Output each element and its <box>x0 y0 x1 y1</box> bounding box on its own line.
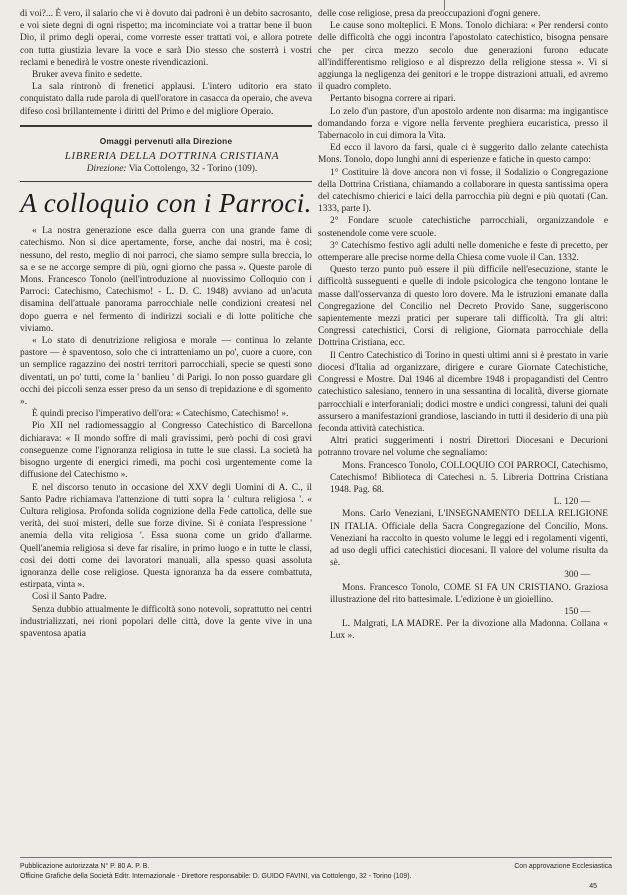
direzione-line <box>20 163 312 175</box>
article-paragraph: Senza dubbio attualmente le difficoltà sono notevoli, soprattutto nei centri industrializzati, nei rioni popolari delle città, dove la gente vive in una spaventosa apatia <box>20 604 312 639</box>
omaggi-heading: Omaggi pervenuti alla Direzione <box>99 135 233 146</box>
book-listing <box>318 508 608 581</box>
article-paragraph: Le cause sono molteplici. E Mons. Tonolo dichiara: « Per rendersi conto delle difficoltà che oggi incontra l'apostolato catechistico, bisogna pensare che per circa mezzo secolo due generazioni furono educate all'indifferentismo religioso e al disprezzo della religione stessa ». Vi si aggiunga la negligenza dei genitori e le troppe distrazioni attuali, ed avremo il quadro completo. <box>318 21 608 93</box>
article-paragraph: Ed ecco il lavoro da farsi, quale ci è suggerito dallo zelante catechista Mons. Tonolo, dopo lunghi anni di esperienze e fatiche in questo campo: <box>318 143 608 166</box>
book-text: Mons. Francesco Tonolo, COLLOQUIO COI PARROCI, Catechismo, Catechismo! Biblioteca di Catechesi n. 5. Libreria Dottrina Cristiana 1948. Pag. 68. <box>330 460 608 495</box>
book-listing <box>318 582 608 619</box>
book-price: 300 — <box>564 570 590 581</box>
printer-credit: Officine Grafiche della Società Editr. Internazionale - Direttore responsabile: D. GUIDO FAVINI, via Cottolengo, 32 - Torino (109). <box>20 873 412 880</box>
article-paragraph: Il Centro Catechistico di Torino in questi ultimi anni si è prestato in varie diocesi d'Italia ad organizzare, dirigere e curare Giornate Catechistiche, Congressi e Mostre. Dal 1946 al dicembre 1948 i propagandisti del Centro catechistico salesiano, tennero in una sessantina di località, diverse giornate parrocchiali e interforaniali; dodici mostre e undici congressi, taluni dei quali assursero a manifestazioni grandiose, lasciando in tutti il desiderio di una più feconda attività catechistica. <box>318 350 608 434</box>
article-paragraph: 1° Costituire là dove ancora non vi fosse, il Sodalizio o Congregazione della Dottrina Cristiana, chiamando a collaborare in questa santissima opera del catechismo chierici e laici della parrocchia più degni e più quotati (Can. 1333, parte I). <box>318 167 608 215</box>
article-paragraph: « Lo stato di denutrizione religiosa e morale — continua lo zelante pastore — è spaventoso, solo che ci intratteniamo un po', cuore a cuore, con un semplice ragazzino dei nostri territori parrocchiali, specie se questi sono diventati, un po' tutti, come la ' banlieu ' di Parigi. Io non posso guardare gli occhi dei piccoli senza esser preso da un senso di trepidazione e di sgomento ». <box>20 336 312 408</box>
right-column <box>318 8 608 643</box>
article-paragraph: 3° Catechismo festivo agli adulti nelle domeniche e feste di precetto, per ottemperare alle precise norme della Chiesa come vuole il Can. 1332. <box>318 240 608 264</box>
article-heading: A colloquio con i Parroci. <box>20 188 312 219</box>
publication-authorization: Pubblicazione autorizzata N° P. 80 A. P. B. <box>20 863 150 870</box>
article-paragraph: Così il Santo Padre. <box>32 592 107 603</box>
book-text: L. Malgrati, LA MADRE. Per la divozione alla Madonna. Collana « Lux ». <box>330 619 608 642</box>
left-column <box>20 8 312 640</box>
top-paragraph: di voi?... È vero, il salario che vi è dovuto dai padroni è un debito sacrosanto, e voi siete degni di ogni rispetto; ma incominciate voi a trattar bene il buon Dio, il primo degli operai, come vorreste esser trattati voi, e allora potrete con tutta giustizia levare la voce e sarà Dio stesso che sosterrà i vostri reclami e benedirà le vostre oneste rivendicazioni. <box>20 9 312 68</box>
article-paragraph: Lo zelo d'un pastore, d'un apostolo ardente non disarma: ma ingigantisce domandando forza e vigore nella fervente preghiera eucaristica, presso il Tabernacolo in cui dimora la Vita. <box>318 106 608 142</box>
libreria-title: LIBRERIA DELLA DOTTRINA CRISTIANA <box>64 150 280 163</box>
top-paragraph: La sala rintronò di frenetici applausi. L'intero uditorio era stato conquistato dalla rude parola di quell'oratore in casacca da operaio, che aveva difeso così brillantemente i diritti del Primo e del migliore Operaio. <box>20 82 312 117</box>
book-listing <box>318 460 608 509</box>
book-price: 150 — <box>564 606 590 617</box>
book-listing <box>318 618 608 642</box>
ecclesiastical-approval: Con approvazione Ecclesiastica <box>514 863 612 870</box>
section-divider <box>20 181 312 182</box>
article-paragraph: Pio XII nel radiomessaggio al Congresso Catechistico di Barcellona dichiarava: « Il mondo soffre di mali gravissimi, però pochi di così gravi conseguenze come l'ignoranza religiosa in tutte le sue classi. La società ha bisogno urgente di energici rimedi, ma pochi così urgentemente come la diffusione del Catechismo ». <box>20 421 312 481</box>
article-paragraph: È quindi preciso l'imperativo dell'ora: « Catechismo, Catechismo! ». <box>32 409 289 420</box>
article-paragraph: Pertanto bisogna correre ai ripari. <box>330 94 456 105</box>
article-paragraph: 2° Fondare scuole catechistiche parrocchiali, organizzandole e sostenendole come vere scuole. <box>318 216 608 239</box>
book-text: Mons. Francesco Tonolo, COME SI FA UN CRISTIANO. Graziosa illustrazione del rito battesimale. L'edizione è un gioiellino. <box>330 582 608 605</box>
section-divider <box>20 125 312 127</box>
book-text: Mons. Carlo Veneziani, L'INSEGNAMENTO DELLA RELIGIONE IN ITALIA. Officiale della Sacra Congregazione del Concilio, Mons. Veneziani ha raccolto in questo volume le leggi ed i regolamenti vigenti, ad uso degli uffici catechistici diocesani. Il valore del volume risulta da sè. <box>330 509 608 569</box>
book-price: L. 120 — <box>553 497 590 508</box>
article-paragraph: Questo terzo punto può essere il più difficile nell'esecuzione, stante le difficoltà susseguenti e quelle di indole psicologica che tengono lontane le masse dall'osservanza di questo loro dovere. Ma le istruzioni emanate dalla Congregazione del Concilio nel Decreto Provido Sane, suggeriscono sapientemente mezzi pratici per superare tali difficoltà. Tra gli altri: Congressi catechistici, Corsi di religione, Giornata parrocchiale della Dottrina Cristiana, ecc. <box>318 265 608 349</box>
article-paragraph: delle cose religiose, presa da preoccupazioni d'ogni genere. <box>318 9 541 19</box>
direzione-label: Direzione: <box>86 164 127 175</box>
article-paragraph: Altri pratici suggerimenti i nostri Direttori Diocesani e Decurioni potranno trovare nel volume che segnaliamo: <box>318 436 608 459</box>
direzione-address: Via Cottolengo, 32 - Torino (109). <box>128 164 258 175</box>
footer-line <box>20 862 612 871</box>
page-number: 45 <box>589 883 597 890</box>
top-paragraph: Bruker aveva finito e sedette. <box>32 70 143 81</box>
article-paragraph: E nel discorso tenuto in occasione del XXV degli Uomini di A. C., il Santo Padre richiamava l'attenzione di tutti sopra la ' cultura religiosa '. « Cultura religiosa. Profonda solida cognizione della Fede cattolica, delle sue verità, dei suoi misteri, delle sue forze divine. Si è coniata l'espressione ' anemia della vita religiosa '. Essa suona come un grido d'allarme. Quell'anemia religiosa si deve far risalire, in primo luogo e in tutte le classi, così dei dotti come dei lavoratori manuali, alla spesso quasi assoluta ignoranza delle cose religiose. Questa ignoranza ha da essere combattuta, estirpata, vinta ». <box>20 482 312 591</box>
article-paragraph: « La nostra generazione esce dalla guerra con una grande fame di catechismo. Non si dice apertamente, forse, anche dai nostri, ma è così; nessuno, del resto, meglio di noi parroci, che siamo sempre sulla breccia, lo sa e se ne accorge sempre di più, ogni giorno che passa ». Queste parole di Mons. Francesco Tonolo (nell'introduzione al nuovissimo Colloquio con i Parroci: Catechismo, Catechismo! - L. D. C. 1948) avviano ad un'acuta disamina dell'attuale panorama parrocchiale nelle condizioni createsi nel dopo guerra e nel fermento di indirizzi sociali e di lotte politiche che viviamo. <box>20 226 312 334</box>
footer-line <box>20 872 612 881</box>
footer-divider <box>20 857 612 858</box>
